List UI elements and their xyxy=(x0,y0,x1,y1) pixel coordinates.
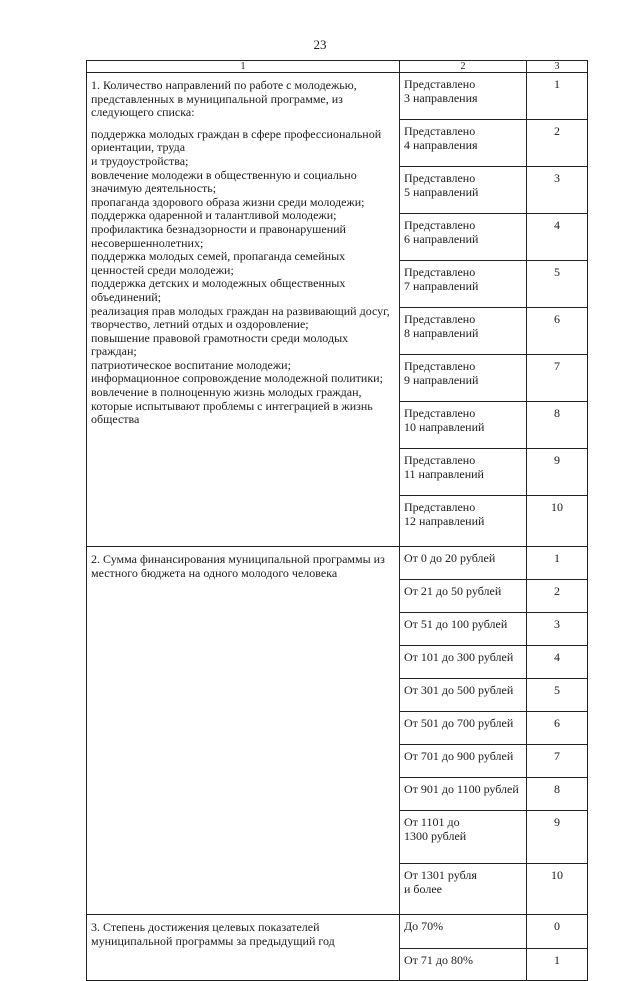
value-cell: Представлено 9 направлений xyxy=(400,355,527,402)
criterion-text: 3. Степень достижения целевых показателей муниципальной программы за предыдущий год xyxy=(91,920,335,948)
value-cell: Представлено 11 направлений xyxy=(400,449,527,496)
table-header-row xyxy=(87,61,588,73)
score-cell: 2 xyxy=(527,580,588,613)
value-cell: Представлено 5 направлений xyxy=(400,167,527,214)
score-cell: 1 xyxy=(527,73,588,120)
criterion-list-item: профилактика безнадзорности и правонарушений несовершеннолетних; xyxy=(91,221,346,250)
score-cell: 9 xyxy=(527,449,588,496)
value-cell: От 1301 рубля и более xyxy=(400,864,527,915)
score-cell: 7 xyxy=(527,355,588,402)
value-cell: Представлено 6 направлений xyxy=(400,214,527,261)
table-row xyxy=(87,73,588,120)
value-cell: Представлено 10 направлений xyxy=(400,402,527,449)
value-cell: Представлено 7 направлений xyxy=(400,261,527,308)
score-cell: 2 xyxy=(527,120,588,167)
value-cell: От 51 до 100 рублей xyxy=(400,613,527,646)
page-number: 23 xyxy=(313,37,327,52)
score-cell: 7 xyxy=(527,745,588,778)
criteria-table-body xyxy=(87,61,588,981)
score-cell: 1 xyxy=(527,949,588,981)
score-cell: 8 xyxy=(527,402,588,449)
criterion-text: 1. Количество направлений по работе с молодежью, представленных в муниципальной программе, из следующего списка: xyxy=(91,78,357,120)
table-row xyxy=(87,547,588,580)
criterion-list-item: поддержка молодых граждан в сфере профессиональной ориентации, труда xyxy=(91,126,382,155)
score-cell: 10 xyxy=(527,864,588,915)
value-cell: От 501 до 700 рублей xyxy=(400,712,527,745)
criterion-cell xyxy=(87,915,400,981)
criterion-list-item: пропаганда здорового образа жизни среди молодежи; xyxy=(91,194,365,209)
criterion-list-item: поддержка молодых семей, пропаганда семейных ценностей среди молодежи; xyxy=(91,249,346,277)
score-cell: 5 xyxy=(527,679,588,712)
score-cell: 0 xyxy=(527,915,588,949)
criterion-list-item: патриотическое воспитание молодежи; xyxy=(91,357,291,372)
value-cell: От 21 до 50 рублей xyxy=(400,580,527,613)
criterion-list-item: информационное сопровождение молодежной политики; xyxy=(91,371,383,386)
score-cell: 10 xyxy=(527,496,588,547)
score-cell: 6 xyxy=(527,308,588,355)
criteria-table xyxy=(86,60,588,981)
criterion-list-item: и трудоустройства; xyxy=(91,153,189,168)
value-cell: От 71 до 80% xyxy=(400,949,527,981)
score-cell: 9 xyxy=(527,811,588,864)
criterion-list-item: поддержка детских и молодежных общественных объединений; xyxy=(91,276,346,304)
criterion-list-item: поддержка одаренной и талантливой молодежи; xyxy=(91,208,337,223)
score-cell: 5 xyxy=(527,261,588,308)
criterion-cell xyxy=(87,73,400,547)
value-cell: От 1101 до 1300 рублей xyxy=(400,811,527,864)
value-cell: От 0 до 20 рублей xyxy=(400,547,527,580)
header-col-1: 1 xyxy=(87,61,400,73)
value-cell: Представлено 4 направления xyxy=(400,120,527,167)
table-row xyxy=(87,915,588,949)
criterion-cell xyxy=(87,547,400,915)
score-cell: 6 xyxy=(527,712,588,745)
criterion-list-item: вовлечение в полноценную жизнь молодых граждан, которые испытывают проблемы с интеграцией в жизнь общества xyxy=(91,385,373,427)
criterion-list-item: реализация прав молодых граждан на развивающий досуг, творчество, летний отдых и оздоровление; xyxy=(91,303,390,332)
value-cell: Представлено 3 направления xyxy=(400,73,527,120)
criterion-list-item: вовлечение молодежи в общественную и социально значимую деятельность; xyxy=(91,167,357,196)
value-cell: Представлено 8 направлений xyxy=(400,308,527,355)
score-cell: 4 xyxy=(527,214,588,261)
value-cell: От 901 до 1100 рублей xyxy=(400,778,527,811)
score-cell: 8 xyxy=(527,778,588,811)
criterion-list xyxy=(91,128,394,427)
header-col-2: 2 xyxy=(400,61,527,73)
score-cell: 4 xyxy=(527,646,588,679)
score-cell: 3 xyxy=(527,613,588,646)
value-cell: Представлено 12 направлений xyxy=(400,496,527,547)
value-cell: От 701 до 900 рублей xyxy=(400,745,527,778)
value-cell: До 70% xyxy=(400,915,527,949)
value-cell: От 101 до 300 рублей xyxy=(400,646,527,679)
header-col-3: 3 xyxy=(527,61,588,73)
criterion-list-item: повышение правовой грамотности среди молодых граждан; xyxy=(91,330,349,359)
score-cell: 3 xyxy=(527,167,588,214)
criterion-text: 2. Сумма финансирования муниципальной программы из местного бюджета на одного молодого человека xyxy=(91,552,385,580)
score-cell: 1 xyxy=(527,547,588,580)
value-cell: От 301 до 500 рублей xyxy=(400,679,527,712)
